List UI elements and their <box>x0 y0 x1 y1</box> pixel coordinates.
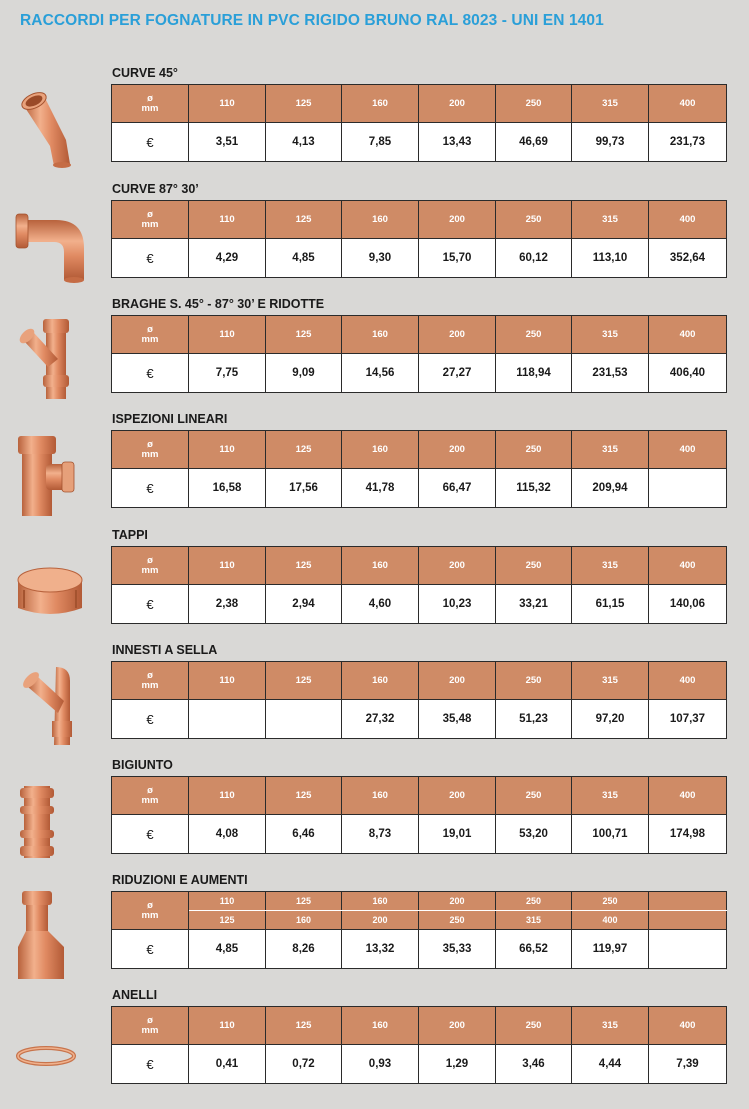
size-cell: 110 <box>189 431 266 469</box>
size-cell: 110 <box>189 547 266 585</box>
size-from: 125 <box>266 892 342 911</box>
section-title: RIDUZIONI E AUMENTI <box>112 873 248 887</box>
price-cell: 17,56 <box>266 469 342 508</box>
price-cell: 115,32 <box>496 469 572 508</box>
price-cell: 53,20 <box>496 815 572 854</box>
price-cell: 15,70 <box>419 239 496 278</box>
diameter-label: ø mm <box>112 662 189 700</box>
currency-label: € <box>112 239 189 278</box>
size-cell: 160 <box>342 1007 419 1045</box>
size-cell: 200 <box>419 662 496 700</box>
price-table <box>111 776 727 854</box>
price-table <box>111 891 727 969</box>
price-table <box>111 661 727 739</box>
y-branch-icon <box>10 315 90 403</box>
size-to: 160 <box>266 911 342 930</box>
price-cell: 2,94 <box>266 585 342 624</box>
price-cell: 51,23 <box>496 700 572 739</box>
size-cell: 315 <box>572 201 649 239</box>
size-to: 250 <box>419 911 496 930</box>
section-title: BIGIUNTO <box>112 758 173 772</box>
price-cell: 27,27 <box>419 354 496 393</box>
section-title: TAPPI <box>112 528 148 542</box>
size-cell: 315 <box>572 431 649 469</box>
size-cell: 400 <box>649 431 727 469</box>
size-cell: 250 <box>496 662 572 700</box>
size-cell: 125 <box>266 201 342 239</box>
price-cell: 209,94 <box>572 469 649 508</box>
price-cell: 231,53 <box>572 354 649 393</box>
price-cell: 1,29 <box>419 1045 496 1084</box>
size-cell: 315 <box>572 662 649 700</box>
size-to <box>649 911 727 930</box>
price-cell: 140,06 <box>649 585 727 624</box>
currency-label: € <box>112 123 189 162</box>
price-cell: 99,73 <box>572 123 649 162</box>
price-cell: 13,32 <box>342 930 419 969</box>
price-cell: 60,12 <box>496 239 572 278</box>
diameter-label: ø mm <box>112 547 189 585</box>
diameter-label: ø mm <box>112 85 189 123</box>
reducer-icon <box>10 891 90 979</box>
saddle-branch-icon <box>10 661 90 749</box>
price-cell: 46,69 <box>496 123 572 162</box>
price-cell <box>649 930 727 969</box>
diameter-label: ø mm <box>112 201 189 239</box>
size-to: 400 <box>572 911 649 930</box>
price-cell: 4,85 <box>189 930 266 969</box>
size-from: 110 <box>189 892 266 911</box>
price-cell: 0,93 <box>342 1045 419 1084</box>
price-cell: 6,46 <box>266 815 342 854</box>
price-cell: 107,37 <box>649 700 727 739</box>
price-cell: 0,41 <box>189 1045 266 1084</box>
size-cell: 160 <box>342 431 419 469</box>
price-cell: 27,32 <box>342 700 419 739</box>
price-cell: 118,94 <box>496 354 572 393</box>
size-cell: 400 <box>649 547 727 585</box>
size-cell: 200 <box>419 316 496 354</box>
size-cell: 400 <box>649 777 727 815</box>
size-cell: 160 <box>342 201 419 239</box>
size-cell: 125 <box>266 777 342 815</box>
size-cell: 315 <box>572 85 649 123</box>
size-cell: 125 <box>266 547 342 585</box>
price-cell: 19,01 <box>419 815 496 854</box>
price-cell: 9,30 <box>342 239 419 278</box>
size-cell: 125 <box>266 662 342 700</box>
elbow-45-icon <box>10 84 90 172</box>
inspection-fitting-icon <box>10 430 90 518</box>
size-cell: 200 <box>419 1007 496 1045</box>
price-cell: 7,85 <box>342 123 419 162</box>
diameter-label: ø mm <box>112 1007 189 1045</box>
size-cell: 110 <box>189 777 266 815</box>
size-cell: 125 <box>266 316 342 354</box>
size-cell: 125 <box>266 431 342 469</box>
price-cell: 406,40 <box>649 354 727 393</box>
size-cell: 400 <box>649 662 727 700</box>
price-cell: 4,44 <box>572 1045 649 1084</box>
size-cell: 125 <box>266 1007 342 1045</box>
diameter-label: ø mm <box>112 777 189 815</box>
size-cell: 160 <box>342 316 419 354</box>
price-cell: 3,46 <box>496 1045 572 1084</box>
size-cell: 125 <box>266 85 342 123</box>
size-cell: 110 <box>189 662 266 700</box>
size-cell: 315 <box>572 1007 649 1045</box>
currency-label: € <box>112 354 189 393</box>
price-cell <box>189 700 266 739</box>
size-cell: 200 <box>419 777 496 815</box>
diameter-label: ø mm <box>112 316 189 354</box>
size-to: 315 <box>496 911 572 930</box>
ring-icon <box>10 1006 90 1094</box>
price-cell: 97,20 <box>572 700 649 739</box>
size-from: 160 <box>342 892 419 911</box>
price-cell: 13,43 <box>419 123 496 162</box>
currency-label: € <box>112 469 189 508</box>
price-cell: 352,64 <box>649 239 727 278</box>
size-from: 250 <box>572 892 649 911</box>
size-cell: 250 <box>496 201 572 239</box>
price-cell <box>266 700 342 739</box>
size-cell: 200 <box>419 201 496 239</box>
size-cell: 315 <box>572 547 649 585</box>
price-cell: 14,56 <box>342 354 419 393</box>
size-cell: 250 <box>496 431 572 469</box>
size-cell: 250 <box>496 547 572 585</box>
size-cell: 110 <box>189 201 266 239</box>
price-cell: 4,60 <box>342 585 419 624</box>
currency-label: € <box>112 585 189 624</box>
price-cell: 4,85 <box>266 239 342 278</box>
price-cell <box>649 469 727 508</box>
size-cell: 400 <box>649 1007 727 1045</box>
diameter-label: ø mm <box>112 892 189 930</box>
size-cell: 200 <box>419 547 496 585</box>
size-cell: 250 <box>496 777 572 815</box>
size-cell: 160 <box>342 85 419 123</box>
section-title: CURVE 45° <box>112 66 178 80</box>
size-cell: 200 <box>419 85 496 123</box>
section-title: BRAGHE S. 45° - 87° 30’ E RIDOTTE <box>112 297 325 311</box>
price-table <box>111 200 727 278</box>
currency-label: € <box>112 930 189 969</box>
price-cell: 4,08 <box>189 815 266 854</box>
size-cell: 250 <box>496 1007 572 1045</box>
size-cell: 110 <box>189 316 266 354</box>
size-cell: 315 <box>572 777 649 815</box>
price-cell: 7,75 <box>189 354 266 393</box>
price-cell: 7,39 <box>649 1045 727 1084</box>
price-cell: 33,21 <box>496 585 572 624</box>
elbow-87-icon <box>10 200 90 288</box>
size-cell: 160 <box>342 777 419 815</box>
size-cell: 250 <box>496 85 572 123</box>
price-cell: 16,58 <box>189 469 266 508</box>
section-title: ISPEZIONI LINEARI <box>112 412 228 426</box>
price-cell: 100,71 <box>572 815 649 854</box>
size-to: 200 <box>342 911 419 930</box>
price-cell: 174,98 <box>649 815 727 854</box>
price-table <box>111 84 727 162</box>
price-cell: 113,10 <box>572 239 649 278</box>
price-cell: 8,73 <box>342 815 419 854</box>
price-cell: 41,78 <box>342 469 419 508</box>
price-cell: 9,09 <box>266 354 342 393</box>
price-cell: 61,15 <box>572 585 649 624</box>
size-cell: 250 <box>496 316 572 354</box>
currency-label: € <box>112 815 189 854</box>
size-to: 125 <box>189 911 266 930</box>
size-cell: 315 <box>572 316 649 354</box>
cap-icon <box>10 546 90 634</box>
price-cell: 8,26 <box>266 930 342 969</box>
price-cell: 0,72 <box>266 1045 342 1084</box>
currency-label: € <box>112 1045 189 1084</box>
price-table <box>111 315 727 393</box>
size-cell: 400 <box>649 316 727 354</box>
price-cell: 66,47 <box>419 469 496 508</box>
size-from: 250 <box>496 892 572 911</box>
price-table <box>111 546 727 624</box>
price-cell: 119,97 <box>572 930 649 969</box>
double-socket-icon <box>10 776 90 864</box>
section-title: INNESTI A SELLA <box>112 643 218 657</box>
size-cell: 160 <box>342 662 419 700</box>
page-title: RACCORDI PER FOGNATURE IN PVC RIGIDO BRUNO RAL 8023 - UNI EN 1401 <box>20 12 604 29</box>
size-from <box>649 892 727 911</box>
size-from: 200 <box>419 892 496 911</box>
size-cell: 110 <box>189 1007 266 1045</box>
price-cell: 35,48 <box>419 700 496 739</box>
size-cell: 110 <box>189 85 266 123</box>
price-table <box>111 1006 727 1084</box>
diameter-label: ø mm <box>112 431 189 469</box>
size-cell: 400 <box>649 85 727 123</box>
price-cell: 231,73 <box>649 123 727 162</box>
price-cell: 2,38 <box>189 585 266 624</box>
size-cell: 200 <box>419 431 496 469</box>
section-title: CURVE 87° 30’ <box>112 182 199 196</box>
price-cell: 10,23 <box>419 585 496 624</box>
price-cell: 4,29 <box>189 239 266 278</box>
size-cell: 160 <box>342 547 419 585</box>
price-cell: 4,13 <box>266 123 342 162</box>
price-table <box>111 430 727 508</box>
section-title: ANELLI <box>112 988 158 1002</box>
price-cell: 35,33 <box>419 930 496 969</box>
price-cell: 3,51 <box>189 123 266 162</box>
price-cell: 66,52 <box>496 930 572 969</box>
currency-label: € <box>112 700 189 739</box>
size-cell: 400 <box>649 201 727 239</box>
